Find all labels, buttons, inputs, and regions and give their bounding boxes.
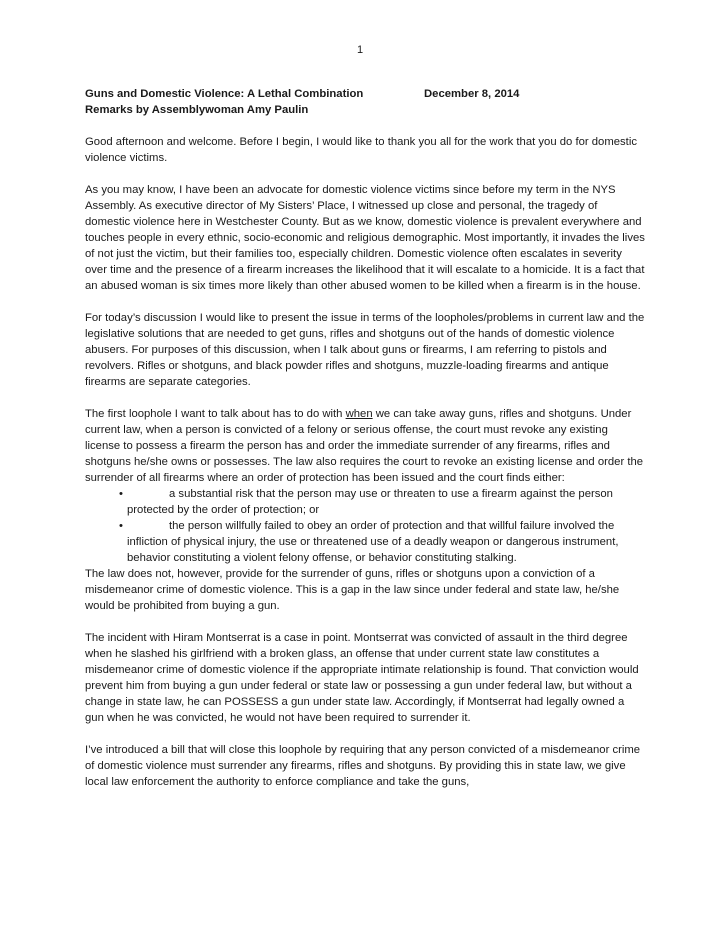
- paragraph-advocacy: As you may know, I have been an advocate for domestic violence victims since before my term in the NYS Assembly. As executive director of My Sisters’ Place, I witnessed up close and personal, the tragedy of domestic violence here in Westchester County. But as we know, domestic violence is prevalent everywhere and touches people in every ethnic, socio-economic and religious demographic. Most importantly, it invades the lives of not just the victim, but their families too, especially children. Domestic violence often escalates in severity over time and the presence of a firearm increases the likelihood that it will escalate to a homicide. It is a fact that an abused woman is six times more likely than other abused women to be killed when a firearm is in the house.: [85, 184, 645, 292]
- loophole-text-start: The first loophole I want to talk about has to do with: [85, 408, 346, 420]
- paragraph-montserrat-case: The incident with Hiram Montserrat is a case in point. Montserrat was convicted of assault in the third degree when he slashed his girlfriend with a broken glass, an offense that under current state law constitutes a misdemeanor crime of domestic violence if the appropriate intimate relationship is found. That conviction would prevent him from buying a gun under federal or state law or possessing a gun under federal law, but without a change in state law, he can POSSESS a gun under state law. Accordingly, if Montserrat had legally owned a gun when he was convicted, he would not have been required to surrender it.: [85, 632, 639, 724]
- list-item-text: the person willfully failed to obey an order of protection and that willful failure involved the infliction of physical injury, the use or threatened use of a deadly weapon or dangerous instrument, behavior constituting a violent felony offense, or behavior constituting stalking.: [127, 520, 619, 564]
- document-body: [85, 86, 645, 806]
- paragraph-bill-introduction: I’ve introduced a bill that will close this loophole by requiring that any person convicted of a misdemeanor crime of domestic violence must surrender any firearms, rifles and shotguns. By providing this in state law, we give local law enforcement the authority to enforce compliance and take the guns,: [85, 744, 641, 788]
- loophole-text-end: we can take away guns, rifles and shotguns. Under current law, when a person is convicted of a felony or serious offense, the court must revoke any existing license to possess a firearm the person has and order the immediate surrender of any firearms, rifles and shotguns he/she owns or possesses. The law also requires the court to revoke an existing license and order the surrender of all firearms where an order of protection has been issued and the court finds either:: [85, 408, 644, 484]
- list-item-text: a substantial risk that the person may use or threaten to use a firearm against the person protected by the order of protection; or: [127, 488, 613, 516]
- list-item: [119, 486, 645, 518]
- court-findings-list: [85, 486, 645, 566]
- page-number: 1: [356, 44, 364, 56]
- bullet-glyph: •: [119, 488, 123, 500]
- list-item: [119, 518, 645, 566]
- emphasis-when: when: [345, 408, 373, 420]
- bullet-glyph: •: [119, 520, 123, 532]
- document-date: December 8, 2014: [424, 88, 520, 100]
- paragraph-greeting: Good afternoon and welcome. Before I begin, I would like to thank you all for the work that you do for domestic violence victims.: [85, 136, 637, 164]
- paragraph-first-loophole: [85, 406, 645, 486]
- document-title: Guns and Domestic Violence: A Lethal Combination: [85, 88, 364, 100]
- header-row: [85, 86, 645, 102]
- document-subtitle: Remarks by Assemblywoman Amy Paulin: [85, 104, 309, 116]
- paragraph-misdemeanor-gap: The law does not, however, provide for the surrender of guns, rifles or shotguns upon a conviction of a misdemeanor crime of domestic violence. This is a gap in the law since under federal and state law, he/she would be prohibited from buying a gun.: [85, 568, 620, 612]
- paragraph-discussion: For today’s discussion I would like to present the issue in terms of the loopholes/problems in current law and the legislative solutions that are needed to get guns, rifles and shotguns out of the hands of domestic violence abusers. For purposes of this discussion, when I talk about guns or firearms, I am referring to pistols and revolvers. Rifles or shotguns, and black powder rifles and shotguns, muzzle-loading firearms and antique firearms are separate categories.: [85, 312, 645, 388]
